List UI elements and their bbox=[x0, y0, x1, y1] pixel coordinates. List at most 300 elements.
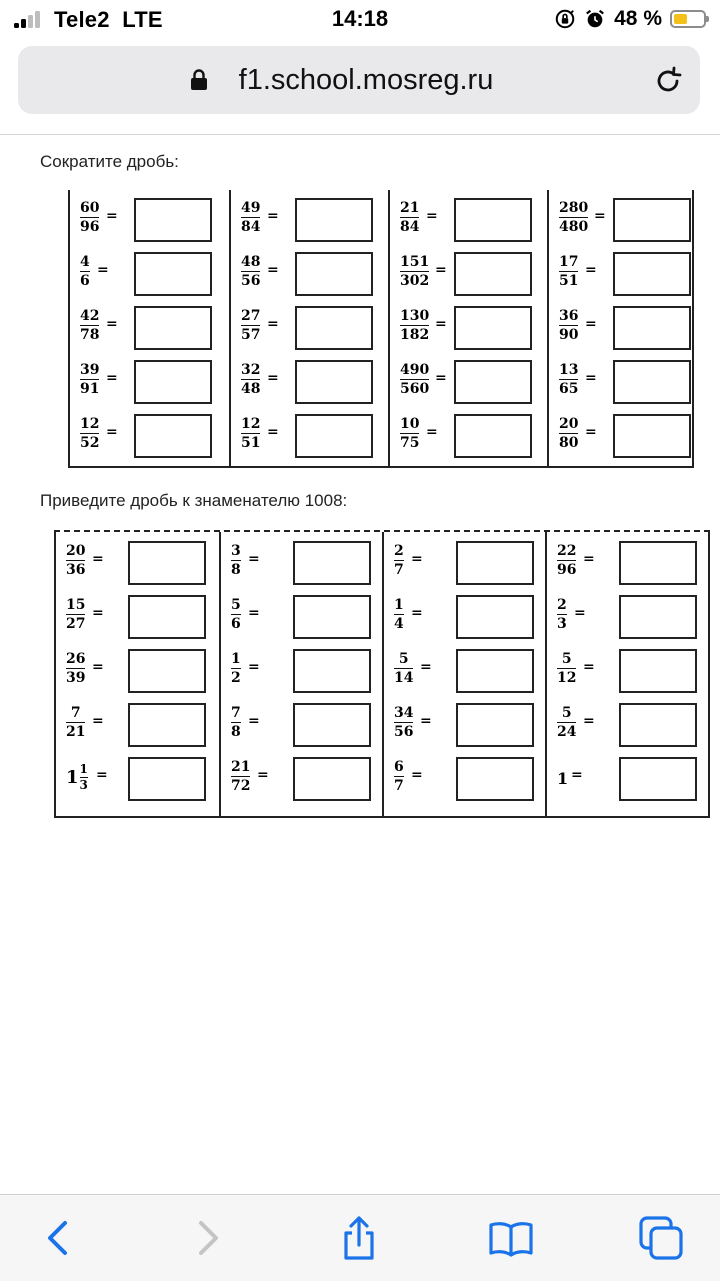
whole-number: 1 bbox=[557, 769, 569, 788]
numerator: 490 bbox=[400, 362, 430, 378]
denominator: 8 bbox=[231, 562, 241, 578]
denominator: 39 bbox=[66, 670, 86, 686]
alarm-icon bbox=[584, 8, 606, 30]
denominator: 2 bbox=[231, 670, 241, 686]
fraction bbox=[66, 705, 85, 740]
fraction bbox=[394, 651, 413, 686]
exercise-row bbox=[384, 593, 547, 647]
fraction bbox=[80, 362, 99, 397]
exercise-row bbox=[221, 701, 384, 755]
fraction-bar bbox=[394, 560, 404, 561]
fraction-bar bbox=[400, 433, 419, 434]
denominator: 84 bbox=[400, 219, 420, 235]
numerator: 6 bbox=[394, 759, 404, 775]
exercise-row bbox=[70, 304, 229, 358]
fraction bbox=[241, 200, 260, 235]
answer-box[interactable] bbox=[456, 703, 534, 747]
exercise-row bbox=[384, 755, 547, 809]
exercise-row bbox=[549, 250, 708, 304]
reduce-fractions-table bbox=[68, 190, 694, 468]
exercise-row bbox=[221, 539, 384, 593]
equals-sign: = bbox=[585, 370, 597, 386]
equals-sign: = bbox=[106, 316, 118, 332]
exercise-row bbox=[70, 412, 229, 466]
equals-sign: = bbox=[571, 767, 583, 783]
status-bar bbox=[0, 0, 720, 40]
exercise-row bbox=[221, 593, 384, 647]
equals-sign: = bbox=[248, 605, 260, 621]
fraction bbox=[80, 254, 90, 289]
denominator: 24 bbox=[557, 724, 577, 740]
exercise-row bbox=[56, 701, 219, 755]
equals-sign: = bbox=[267, 208, 279, 224]
fraction-bar bbox=[394, 668, 413, 669]
numerator: 12 bbox=[80, 416, 100, 432]
fraction-bar bbox=[400, 271, 429, 272]
denominator: 52 bbox=[80, 435, 100, 451]
numerator: 42 bbox=[80, 308, 100, 324]
numerator: 5 bbox=[561, 705, 572, 721]
fraction bbox=[394, 759, 404, 794]
denominator: 75 bbox=[400, 435, 420, 451]
common-denominator-table bbox=[54, 530, 710, 818]
fraction bbox=[557, 651, 576, 686]
equals-sign: = bbox=[583, 551, 595, 567]
browser-toolbar bbox=[0, 1194, 720, 1281]
table-column bbox=[545, 532, 710, 816]
equals-sign: = bbox=[96, 767, 108, 783]
answer-box[interactable] bbox=[293, 703, 371, 747]
denominator: 56 bbox=[394, 724, 414, 740]
numerator: 2 bbox=[557, 597, 567, 613]
exercise-row bbox=[547, 755, 710, 809]
denominator: 182 bbox=[400, 327, 430, 343]
numerator: 26 bbox=[66, 651, 86, 667]
equals-sign: = bbox=[267, 370, 279, 386]
numerator: 1 bbox=[394, 597, 404, 613]
fraction-bar bbox=[559, 433, 578, 434]
denominator: 3 bbox=[557, 616, 567, 632]
numerator: 48 bbox=[241, 254, 261, 270]
equals-sign: = bbox=[435, 370, 447, 386]
denominator: 6 bbox=[80, 273, 90, 289]
equals-sign: = bbox=[426, 424, 438, 440]
exercise-row bbox=[547, 593, 710, 647]
numerator: 21 bbox=[400, 200, 420, 216]
table-column bbox=[56, 532, 219, 816]
equals-sign: = bbox=[585, 316, 597, 332]
equals-sign: = bbox=[106, 208, 118, 224]
fraction-bar bbox=[400, 217, 419, 218]
fraction bbox=[231, 759, 250, 794]
numerator: 20 bbox=[559, 416, 579, 432]
equals-sign: = bbox=[92, 659, 104, 675]
fraction-bar bbox=[557, 560, 576, 561]
fraction bbox=[80, 763, 88, 792]
answer-box[interactable] bbox=[134, 252, 212, 296]
exercise-row bbox=[390, 412, 549, 466]
numerator: 151 bbox=[400, 254, 430, 270]
equals-sign: = bbox=[267, 316, 279, 332]
equals-sign: = bbox=[92, 605, 104, 621]
fraction bbox=[400, 362, 429, 397]
fraction-bar bbox=[80, 379, 99, 380]
address-bar[interactable] bbox=[18, 46, 700, 114]
numerator: 22 bbox=[557, 543, 577, 559]
numerator: 60 bbox=[80, 200, 100, 216]
answer-box[interactable] bbox=[128, 757, 206, 801]
numerator: 49 bbox=[241, 200, 261, 216]
answer-box[interactable] bbox=[619, 649, 697, 693]
equals-sign: = bbox=[411, 605, 423, 621]
battery-icon bbox=[670, 10, 706, 28]
exercise-row bbox=[384, 647, 547, 701]
exercise-row bbox=[549, 358, 708, 412]
fraction-bar bbox=[231, 668, 241, 669]
answer-box[interactable] bbox=[619, 541, 697, 585]
denominator: 51 bbox=[241, 435, 261, 451]
exercise-row bbox=[231, 250, 390, 304]
denominator: 51 bbox=[559, 273, 579, 289]
fraction-bar bbox=[80, 217, 99, 218]
exercise-row bbox=[231, 412, 390, 466]
fraction bbox=[559, 308, 578, 343]
denominator: 65 bbox=[559, 381, 579, 397]
fraction-bar bbox=[231, 560, 241, 561]
equals-sign: = bbox=[585, 424, 597, 440]
numerator: 4 bbox=[80, 254, 90, 270]
mixed-number bbox=[66, 763, 88, 792]
numerator: 3 bbox=[231, 543, 241, 559]
fraction bbox=[231, 651, 241, 686]
equals-sign: = bbox=[92, 713, 104, 729]
answer-box[interactable] bbox=[613, 414, 691, 458]
denominator: 21 bbox=[66, 724, 86, 740]
numerator: 1 bbox=[231, 651, 241, 667]
answer-box[interactable] bbox=[619, 757, 697, 801]
fraction bbox=[241, 362, 260, 397]
answer-box[interactable] bbox=[454, 198, 532, 242]
exercise-row bbox=[221, 755, 384, 809]
denominator: 96 bbox=[557, 562, 577, 578]
answer-box[interactable] bbox=[293, 649, 371, 693]
answer-box[interactable] bbox=[295, 306, 373, 350]
numerator: 280 bbox=[559, 200, 589, 216]
answer-box[interactable] bbox=[456, 757, 534, 801]
fraction-bar bbox=[394, 776, 404, 777]
fraction-bar bbox=[80, 325, 99, 326]
answer-box[interactable] bbox=[295, 198, 373, 242]
fraction-bar bbox=[559, 379, 578, 380]
fraction-bar bbox=[400, 379, 429, 380]
exercise-row bbox=[549, 196, 708, 250]
answer-box[interactable] bbox=[613, 360, 691, 404]
exercise-row bbox=[231, 196, 390, 250]
fraction-bar bbox=[231, 776, 250, 777]
fraction bbox=[394, 543, 404, 578]
answer-box[interactable] bbox=[456, 595, 534, 639]
answer-box[interactable] bbox=[293, 595, 371, 639]
answer-box[interactable] bbox=[128, 595, 206, 639]
numerator: 17 bbox=[559, 254, 579, 270]
address-bar-divider bbox=[0, 134, 720, 135]
numerator: 2 bbox=[394, 543, 404, 559]
carrier-label: Tele2 LTE bbox=[54, 7, 163, 32]
fraction-bar bbox=[241, 217, 260, 218]
denominator: 12 bbox=[557, 670, 577, 686]
fraction-bar bbox=[400, 325, 429, 326]
fraction bbox=[394, 705, 413, 740]
fraction bbox=[231, 705, 241, 740]
numerator: 32 bbox=[241, 362, 261, 378]
numerator: 13 bbox=[559, 362, 579, 378]
fraction bbox=[559, 362, 578, 397]
answer-box[interactable] bbox=[613, 198, 691, 242]
fraction-bar bbox=[557, 668, 576, 669]
denominator: 14 bbox=[394, 670, 414, 686]
table-column bbox=[219, 532, 384, 816]
exercise-row bbox=[549, 412, 708, 466]
share-icon[interactable] bbox=[336, 1215, 382, 1261]
denominator: 91 bbox=[80, 381, 100, 397]
fraction-bar bbox=[557, 614, 567, 615]
answer-box[interactable] bbox=[295, 360, 373, 404]
denominator: 57 bbox=[241, 327, 261, 343]
numerator: 5 bbox=[561, 651, 572, 667]
answer-box[interactable] bbox=[456, 649, 534, 693]
exercise-row bbox=[384, 701, 547, 755]
fraction-bar bbox=[241, 271, 260, 272]
fraction bbox=[231, 597, 241, 632]
exercise-row bbox=[231, 304, 390, 358]
fraction bbox=[80, 416, 99, 451]
exercise-row bbox=[549, 304, 708, 358]
fraction bbox=[559, 200, 588, 235]
equals-sign: = bbox=[435, 316, 447, 332]
exercise-row bbox=[56, 593, 219, 647]
fraction-bar bbox=[66, 722, 85, 723]
answer-box[interactable] bbox=[134, 360, 212, 404]
denominator: 96 bbox=[80, 219, 100, 235]
denominator: 560 bbox=[400, 381, 430, 397]
denominator: 480 bbox=[559, 219, 589, 235]
fraction bbox=[400, 308, 429, 343]
fraction bbox=[241, 416, 260, 451]
denominator: 48 bbox=[241, 381, 261, 397]
fraction-bar bbox=[559, 325, 578, 326]
answer-box[interactable] bbox=[128, 541, 206, 585]
fraction-bar bbox=[241, 325, 260, 326]
url-text[interactable]: f1.school.mosreg.ru bbox=[238, 64, 494, 96]
fraction-bar bbox=[231, 722, 241, 723]
equals-sign: = bbox=[248, 551, 260, 567]
fraction bbox=[557, 543, 576, 578]
equals-sign: = bbox=[248, 713, 260, 729]
exercise-row bbox=[70, 250, 229, 304]
table-column bbox=[547, 190, 708, 466]
answer-box[interactable] bbox=[456, 541, 534, 585]
denominator: 7 bbox=[394, 778, 404, 794]
answer-box[interactable] bbox=[454, 252, 532, 296]
answer-box[interactable] bbox=[454, 414, 532, 458]
answer-box[interactable] bbox=[613, 252, 691, 296]
battery-percent: 48 % bbox=[614, 7, 662, 30]
fraction bbox=[66, 651, 85, 686]
numerator: 36 bbox=[559, 308, 579, 324]
fraction bbox=[400, 416, 419, 451]
answer-box[interactable] bbox=[128, 649, 206, 693]
equals-sign: = bbox=[411, 551, 423, 567]
equals-sign: = bbox=[585, 262, 597, 278]
denominator: 78 bbox=[80, 327, 100, 343]
answer-box[interactable] bbox=[619, 703, 697, 747]
numerator: 27 bbox=[241, 308, 261, 324]
answer-box[interactable] bbox=[619, 595, 697, 639]
equals-sign: = bbox=[257, 767, 269, 783]
fraction-bar bbox=[231, 614, 241, 615]
fraction-bar bbox=[394, 614, 404, 615]
bookmarks-icon[interactable] bbox=[488, 1215, 534, 1261]
table-column bbox=[70, 190, 229, 466]
fraction bbox=[241, 308, 260, 343]
numerator: 20 bbox=[66, 543, 86, 559]
fraction bbox=[66, 543, 85, 578]
fraction bbox=[241, 254, 260, 289]
exercise-row bbox=[390, 196, 549, 250]
fraction bbox=[231, 543, 241, 578]
denominator: 302 bbox=[400, 273, 430, 289]
exercise-row bbox=[547, 647, 710, 701]
numerator: 39 bbox=[80, 362, 100, 378]
numerator: 130 bbox=[400, 308, 430, 324]
fraction-bar bbox=[241, 379, 260, 380]
answer-box[interactable] bbox=[128, 703, 206, 747]
fraction-bar bbox=[80, 271, 90, 272]
fraction bbox=[557, 705, 576, 740]
fraction-bar bbox=[66, 668, 85, 669]
fraction bbox=[559, 254, 578, 289]
exercise-row bbox=[390, 250, 549, 304]
equals-sign: = bbox=[574, 605, 586, 621]
denominator: 6 bbox=[231, 616, 241, 632]
exercise-row bbox=[547, 539, 710, 593]
tabs-icon[interactable] bbox=[638, 1215, 684, 1261]
fraction-bar bbox=[559, 271, 578, 272]
answer-box[interactable] bbox=[295, 414, 373, 458]
equals-sign: = bbox=[426, 208, 438, 224]
table-column bbox=[382, 532, 547, 816]
denominator: 56 bbox=[241, 273, 261, 289]
exercise-row bbox=[70, 196, 229, 250]
numerator: 10 bbox=[400, 416, 420, 432]
exercise-row bbox=[221, 647, 384, 701]
fraction bbox=[80, 200, 99, 235]
equals-sign: = bbox=[583, 659, 595, 675]
answer-box[interactable] bbox=[454, 306, 532, 350]
reload-icon[interactable] bbox=[652, 65, 684, 97]
equals-sign: = bbox=[420, 713, 432, 729]
exercise-row bbox=[56, 755, 219, 809]
fraction bbox=[559, 416, 578, 451]
fraction-bar bbox=[66, 560, 85, 561]
answer-box[interactable] bbox=[134, 198, 212, 242]
section1-title: Сократите дробь: bbox=[40, 152, 179, 171]
answer-box[interactable] bbox=[134, 414, 212, 458]
exercise-row bbox=[390, 304, 549, 358]
back-icon[interactable] bbox=[36, 1215, 82, 1261]
fraction-bar bbox=[66, 614, 85, 615]
equals-sign: = bbox=[583, 713, 595, 729]
denominator: 72 bbox=[231, 778, 251, 794]
equals-sign: = bbox=[411, 767, 423, 783]
forward-icon[interactable] bbox=[184, 1215, 230, 1261]
table-column bbox=[388, 190, 549, 466]
denominator: 4 bbox=[394, 616, 404, 632]
network-label: LTE bbox=[122, 7, 163, 32]
numerator: 21 bbox=[231, 759, 251, 775]
fraction bbox=[394, 597, 404, 632]
numerator: 5 bbox=[231, 597, 241, 613]
equals-sign: = bbox=[106, 424, 118, 440]
numerator: 7 bbox=[70, 705, 81, 721]
equals-sign: = bbox=[267, 424, 279, 440]
answer-box[interactable] bbox=[293, 541, 371, 585]
whole-part: 1 bbox=[66, 767, 79, 788]
exercise-row bbox=[56, 647, 219, 701]
denominator: 90 bbox=[559, 327, 579, 343]
equals-sign: = bbox=[106, 370, 118, 386]
orientation-lock-icon bbox=[554, 8, 576, 30]
denominator: 27 bbox=[66, 616, 86, 632]
equals-sign: = bbox=[435, 262, 447, 278]
fraction-bar bbox=[241, 433, 260, 434]
answer-box[interactable] bbox=[134, 306, 212, 350]
numerator: 34 bbox=[394, 705, 414, 721]
fraction bbox=[80, 308, 99, 343]
equals-sign: = bbox=[92, 551, 104, 567]
answer-box[interactable] bbox=[454, 360, 532, 404]
exercise-row bbox=[56, 539, 219, 593]
numerator: 7 bbox=[231, 705, 241, 721]
answer-box[interactable] bbox=[295, 252, 373, 296]
fraction bbox=[400, 200, 419, 235]
fraction bbox=[557, 597, 567, 632]
denominator: 8 bbox=[231, 724, 241, 740]
fraction-bar bbox=[557, 722, 576, 723]
fraction bbox=[66, 597, 85, 632]
table-column bbox=[229, 190, 390, 466]
denominator: 80 bbox=[559, 435, 579, 451]
exercise-row bbox=[384, 539, 547, 593]
numerator: 12 bbox=[241, 416, 261, 432]
answer-box[interactable] bbox=[613, 306, 691, 350]
denominator: 7 bbox=[394, 562, 404, 578]
denominator: 3 bbox=[79, 778, 88, 792]
answer-box[interactable] bbox=[293, 757, 371, 801]
exercise-row bbox=[70, 358, 229, 412]
denominator: 36 bbox=[66, 562, 86, 578]
clock: 14:18 bbox=[331, 6, 389, 31]
numerator: 15 bbox=[66, 597, 86, 613]
equals-sign: = bbox=[594, 208, 606, 224]
denominator: 84 bbox=[241, 219, 261, 235]
fraction-bar bbox=[80, 433, 99, 434]
numerator: 5 bbox=[398, 651, 409, 667]
exercise-row bbox=[231, 358, 390, 412]
numerator: 1 bbox=[79, 762, 88, 776]
equals-sign: = bbox=[267, 262, 279, 278]
exercise-row bbox=[547, 701, 710, 755]
